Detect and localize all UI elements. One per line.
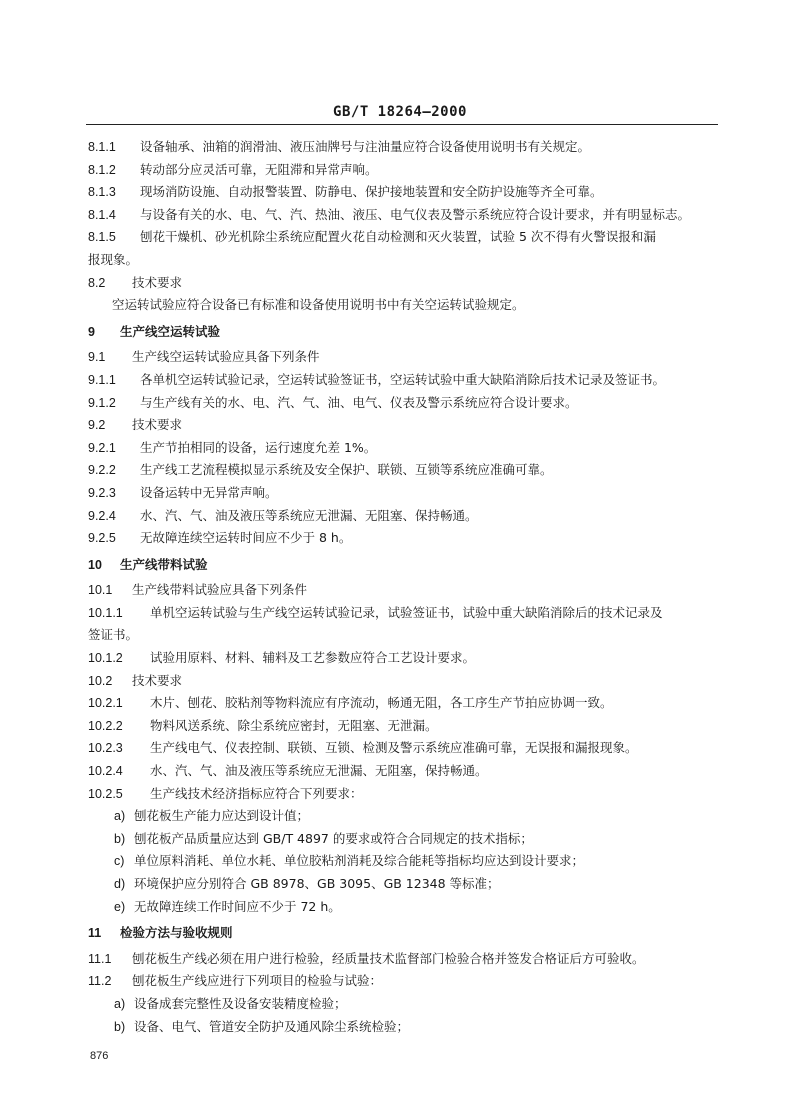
clause <box>88 715 728 738</box>
clause-number: c) <box>114 854 125 869</box>
clause-number: a) <box>114 809 126 824</box>
clause-text: 生产线带料试验 <box>120 556 208 572</box>
clause-text: 生产线工艺流程模拟显示系统及安全保护、联锁、互锁等系统应准确可靠。 <box>140 462 553 478</box>
clause-text: 刨花板生产线应进行下列项目的检验与试验： <box>132 973 383 989</box>
clause-text: 设备轴承、油箱的润滑油、液压油牌号与注油量应符合设备使用说明书有关规定。 <box>140 139 591 154</box>
clause-number: 10 <box>88 557 102 572</box>
clause <box>88 159 728 182</box>
clause-text: 水、汽、气、油及液压等系统应无泄漏、无阻塞、保持畅通。 <box>140 507 478 523</box>
clause <box>88 482 728 505</box>
clause <box>88 414 728 437</box>
clause-number: e) <box>114 899 126 914</box>
clause <box>88 527 728 550</box>
clause-number: 9.2.5 <box>88 531 116 546</box>
clause-text: 生产线技术经济指标应符合下列要求： <box>150 785 363 801</box>
clause-number: 9.2.1 <box>88 440 116 455</box>
section-heading <box>88 554 728 577</box>
clause <box>88 294 728 317</box>
list-item <box>88 850 728 873</box>
clause-text: 刨花板生产能力应达到设计值； <box>134 808 310 824</box>
document-body <box>88 136 728 1038</box>
clause <box>88 272 728 295</box>
page-number: 876 <box>90 1050 109 1062</box>
clause-number: 8.1.2 <box>88 162 116 177</box>
clause <box>88 647 728 670</box>
clause-text: 生产线电气、仪表控制、联锁、互锁、检测及警示系统应准确可靠，无误报和漏报现象。 <box>150 740 638 756</box>
section-heading <box>88 321 728 344</box>
clause-number: 10.2.5 <box>88 786 123 801</box>
clause <box>88 760 728 783</box>
clause-number: 9 <box>88 324 95 339</box>
clause-text: 刨花板生产线必须在用户进行检验，经质量技术监督部门检验合格并签发合格证后方可验收。 <box>132 950 645 966</box>
clause-text: 技术要求 <box>132 417 183 433</box>
clause-number: 9.2 <box>88 418 106 433</box>
clause-text: 试验用原料、材料、辅料及工艺参数应符合工艺设计要求。 <box>150 650 476 666</box>
list-item <box>88 896 728 919</box>
clause-number: 9.2.4 <box>88 508 116 523</box>
clause-number: 11.2 <box>88 974 112 989</box>
clause <box>88 181 728 204</box>
clause-text: 技术要求 <box>132 672 183 688</box>
clause-text: 木片、刨花、胶粘剂等物料流应有序流动，畅通无阻，各工序生产节拍应协调一致。 <box>150 695 613 711</box>
clause <box>88 970 728 993</box>
clause <box>88 204 728 227</box>
clause-number: 8.1.5 <box>88 230 116 245</box>
clause-text: 生产线空运转试验 <box>120 323 221 339</box>
clause-number: 9.2.3 <box>88 485 116 500</box>
clause-number: 11.1 <box>88 951 112 966</box>
list-item <box>88 993 728 1016</box>
clause-number: 9.1.1 <box>88 372 116 387</box>
clause-text: 水、汽、气、油及液压等系统应无泄漏、无阻塞，保持畅通。 <box>150 763 488 779</box>
clause-number: 10.1.1 <box>88 605 123 620</box>
clause-text: 物料风送系统、除尘系统应密封，无阻塞、无泄漏。 <box>150 717 438 733</box>
clause-text: 无故障连续空运转时间应不少于 8 h。 <box>140 530 352 546</box>
list-item <box>88 805 728 828</box>
clause-text: 转动部分应灵活可靠，无阻滞和异常声响。 <box>140 161 378 177</box>
clause-text: 刨花干燥机、砂光机除尘系统应配置火花自动检测和灭火装置，试验 5 次不得有火警误报和漏 <box>140 229 656 245</box>
clause <box>88 226 728 249</box>
list-item <box>88 828 728 851</box>
clause-text: 单机空运转试验与生产线空运转试验记录，试验签证书，试验中重大缺陷消除后的技术记录及 <box>150 604 663 620</box>
clause <box>88 602 728 625</box>
clause-continuation: 报现象。 <box>88 251 139 267</box>
clause-continuation: 签证书。 <box>88 627 139 643</box>
clause-number: 8.1.4 <box>88 207 116 222</box>
clause-number: 10.2.2 <box>88 718 123 733</box>
clause-number: 10.2.1 <box>88 696 123 711</box>
list-item <box>88 1016 728 1039</box>
clause-text: 现场消防设施、自动报警装置、防静电、保护接地装置和安全防护设施等齐全可靠。 <box>140 184 603 200</box>
clause <box>88 136 728 159</box>
clause-text: 无故障连续工作时间应不少于 72 h。 <box>134 898 341 914</box>
clause-number: b) <box>114 1019 126 1034</box>
clause-text: 生产节拍相同的设备，运行速度允差 1%。 <box>140 439 377 455</box>
clause <box>88 392 728 415</box>
clause-number: 10.2.3 <box>88 741 123 756</box>
clause-number: 11 <box>88 926 102 941</box>
clause <box>88 737 728 760</box>
clause-number: 10.1 <box>88 583 113 598</box>
clause-number: 10.2.4 <box>88 764 123 779</box>
clause-number: 8.1.3 <box>88 185 116 200</box>
clause-text: 各单机空运转试验记录，空运转试验签证书，空运转试验中重大缺陷消除后技术记录及签证书。 <box>140 371 666 387</box>
clause-number: 10.2 <box>88 673 113 688</box>
clause <box>88 948 728 971</box>
section-heading <box>88 922 728 945</box>
clause-number: a) <box>114 996 126 1011</box>
clause-text: 设备运转中无异常声响。 <box>140 484 278 500</box>
clause <box>88 783 728 806</box>
standard-header: GB/T 18264—2000 <box>333 104 467 120</box>
clause-number: 10.1.2 <box>88 651 123 666</box>
clause-text: 设备成套完整性及设备安装精度检验； <box>134 995 347 1011</box>
clause-number: b) <box>114 831 126 846</box>
clause-number: 9.2.2 <box>88 463 116 478</box>
clause-number: 9.1 <box>88 350 106 365</box>
clause <box>88 579 728 602</box>
clause-text: 技术要求 <box>132 274 183 290</box>
clause <box>88 459 728 482</box>
clause <box>88 692 728 715</box>
clause-number: 8.1.1 <box>88 140 116 154</box>
clause <box>88 437 728 460</box>
clause-number: 9.1.2 <box>88 395 116 410</box>
clause-text: 空运转试验应符合设备已有标准和设备使用说明书中有关空运转试验规定。 <box>112 297 525 313</box>
clause <box>88 505 728 528</box>
clause-text: 刨花板产品质量应达到 GB/T 4897 的要求或符合合同规定的技术指标； <box>134 830 533 846</box>
clause-number: 8.2 <box>88 275 106 290</box>
clause-text: 设备、电气、管道安全防护及通风除尘系统检验； <box>134 1018 410 1034</box>
clause-text: 生产线空运转试验应具备下列条件 <box>132 349 320 365</box>
header-rule <box>86 124 718 125</box>
clause <box>88 369 728 392</box>
clause-text: 与生产线有关的水、电、汽、气、油、电气、仪表及警示系统应符合设计要求。 <box>140 394 578 410</box>
clause <box>88 346 728 369</box>
clause-number: d) <box>114 877 126 891</box>
list-item <box>88 873 728 896</box>
clause-text: 检验方法与验收规则 <box>120 925 233 941</box>
clause-text: 环境保护应分别符合 GB 8978、GB 3095、GB 12348 等标准； <box>134 876 500 891</box>
clause-text: 与设备有关的水、电、气、汽、热油、液压、电气仪表及警示系统应符合设计要求，并有明显标志。 <box>140 206 691 222</box>
clause-text: 单位原料消耗、单位水耗、单位胶粘剂消耗及综合能耗等指标均应达到设计要求； <box>134 853 585 869</box>
clause <box>88 670 728 693</box>
clause-text: 生产线带料试验应具备下列条件 <box>132 582 308 598</box>
